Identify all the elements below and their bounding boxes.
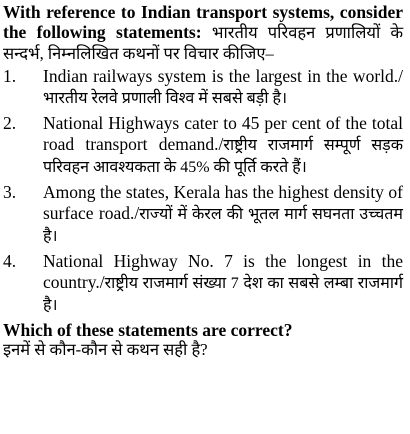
question-prompt: [3, 320, 403, 360]
question-english: Which of these statements are correct?: [3, 320, 293, 340]
statement-number: 1.: [3, 66, 17, 86]
statement-hindi: भारतीय रेलवे प्रणाली विश्व में सबसे बड़ी है।: [43, 90, 288, 107]
statement-text: [43, 113, 403, 178]
statement-hindi: राष्ट्रीय राजमार्ग संख्या 7 देश का सबसे लम्बा राजमार्ग है।: [43, 275, 403, 314]
statement-number: 2.: [3, 113, 17, 133]
intro-hindi: भारतीय परिवहन प्रणालियों के सन्दर्भ, निम्नलिखित कथनों पर विचार कीजिए–: [3, 23, 403, 63]
statement-number: 3.: [3, 182, 17, 202]
statement-text: [43, 182, 403, 247]
statement-item: [3, 251, 403, 316]
statement-english: Indian railways system is the largest in the world./: [43, 66, 403, 86]
statement-item: [3, 113, 403, 178]
statement-text: [43, 66, 403, 109]
statement-english: National Highways cater to 45 per cent of the total road transport demand./: [43, 113, 403, 154]
statement-item: [3, 66, 403, 109]
statement-hindi: राष्ट्रीय राजमार्ग सम्पूर्ण सड़क परिवहन आवश्यकता के 45% की पूर्ति करते हैं।: [43, 137, 403, 176]
statement-number: 4.: [3, 251, 17, 271]
intro-english: With reference to Indian transport systems, consider the following statements:: [3, 2, 403, 42]
statement-text: [43, 251, 403, 316]
statement-list: [3, 66, 403, 316]
statement-english: National Highway No. 7 is the longest in the country./: [43, 251, 403, 292]
question-document: [3, 2, 403, 360]
question-intro: [3, 2, 403, 64]
statement-english: Among the states, Kerala has the highest density of surface road./: [43, 182, 403, 223]
statement-item: [3, 182, 403, 247]
statement-hindi: राज्यों में केरल की भूतल मार्ग सघनता उच्चतम है।: [43, 206, 403, 245]
question-hindi: इनमें से कौन-कौन से कथन सही है?: [3, 340, 208, 359]
